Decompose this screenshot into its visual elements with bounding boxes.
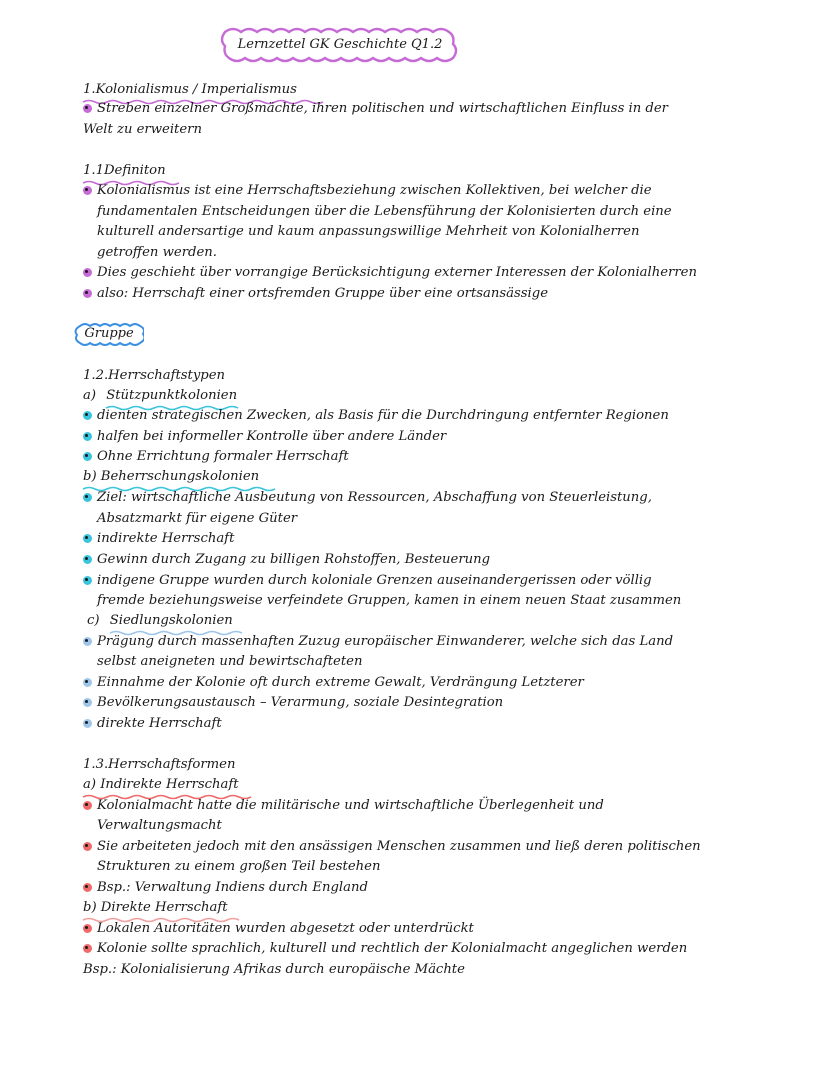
bullet-icon: [83, 576, 92, 585]
bullet-text: also: Herrschaft einer ortsfremden Gruppe über eine ortsansässige: [97, 286, 549, 301]
group-label: Gruppe: [84, 326, 134, 341]
bullet-text-continued: Strukturen zu einem großen Teil bestehen: [97, 859, 381, 874]
bullet-text: direkte Herrschaft: [97, 716, 222, 731]
bullet-icon: [83, 883, 92, 892]
bullet-text: Kolonialismus ist eine Herrschaftsbeziehung zwischen Kollektiven, bei welcher die: [97, 183, 652, 198]
list-item: [83, 488, 652, 508]
list-item: [83, 939, 687, 959]
section-1-3-heading: 1.3.Herrschaftsformen: [83, 757, 236, 772]
bullet-text-continued: fundamentalen Entscheidungen über die Lebensführung der Kolonisierten durch eine: [97, 204, 672, 219]
list-item: [83, 99, 668, 119]
subsection-c-prefix: c): [87, 613, 100, 628]
bullet-icon: [83, 944, 92, 953]
page-title: Lernzettel GK Geschichte Q1.2: [237, 37, 443, 52]
list-item: [83, 693, 503, 713]
bullet-text-continued: kulturell andersartige und kaum anpassungswillige Mehrheit von Kolonialherren: [97, 224, 640, 239]
group-badge: [74, 321, 144, 347]
subsection-a-heading: [83, 386, 237, 406]
bullet-icon: [83, 719, 92, 728]
subsection-a-prefix: a): [83, 388, 97, 403]
bullet-icon: [83, 452, 92, 461]
list-item: [83, 181, 652, 201]
list-item: [83, 878, 368, 898]
list-item: [83, 673, 584, 693]
bullet-text: Ohne Errichtung formaler Herrschaft: [97, 449, 349, 464]
bullet-icon: [83, 555, 92, 564]
bullet-icon: [83, 842, 92, 851]
bullet-icon: [83, 186, 92, 195]
list-item: [83, 796, 604, 816]
subsection-b-title: b) Beherrschungskolonien: [83, 469, 260, 484]
bullet-text: Lokalen Autoritäten wurden abgesetzt oder unterdrückt: [97, 921, 474, 936]
subsection-a-title: Stützpunktkolonien: [106, 388, 238, 403]
bullet-text-continued: Welt zu erweitern: [83, 122, 202, 137]
bullet-text-continued: getroffen werden.: [97, 245, 217, 260]
bullet-text: halfen bei informeller Kontrolle über andere Länder: [97, 429, 447, 444]
bullet-icon: [83, 924, 92, 933]
section-1-heading-text: 1.Kolonialismus / Imperialismus: [83, 82, 297, 97]
bullet-icon: [83, 534, 92, 543]
bullet-text: Ziel: wirtschaftliche Ausbeutung von Ressourcen, Abschaffung von Steuerleistung,: [97, 490, 652, 505]
subsection-c-heading: [87, 611, 233, 631]
page-title-frame: [215, 24, 465, 66]
subsection-indirect-heading: [83, 775, 239, 795]
bullet-icon: [83, 104, 92, 113]
bullet-text: Kolonialmacht hatte die militärische und wirtschaftliche Überlegenheit und: [97, 798, 604, 813]
list-item: [83, 284, 548, 304]
list-item: [83, 632, 673, 652]
bullet-icon: [83, 637, 92, 646]
bullet-icon: [83, 411, 92, 420]
list-item: [83, 427, 446, 447]
list-item: [83, 919, 474, 939]
list-item: [83, 571, 652, 591]
subsection-indirect-title: a) Indirekte Herrschaft: [83, 777, 239, 792]
bullet-text: Streben einzelner Großmächte, ihren politischen und wirtschaftlichen Einfluss in der: [97, 101, 668, 116]
bullet-text: dienten strategischen Zwecken, als Basis für die Durchdringung entfernter Regionen: [97, 408, 669, 423]
list-item: [83, 406, 669, 426]
bullet-text: Bsp.: Verwaltung Indiens durch England: [97, 880, 368, 895]
subsection-direct-heading: [83, 898, 228, 918]
bullet-text: Bevölkerungsaustausch – Verarmung, soziale Desintegration: [97, 695, 504, 710]
list-item: [83, 837, 701, 857]
bullet-text: Kolonie sollte sprachlich, kulturell und rechtlich der Kolonialmacht angeglichen werden: [97, 941, 688, 956]
list-item: [83, 550, 490, 570]
subsection-c-title: Siedlungskolonien: [109, 613, 233, 628]
bullet-icon: [83, 493, 92, 502]
bullet-text-continued: Absatzmarkt für eigene Güter: [97, 511, 298, 526]
section-1-1-heading-text: 1.1Definiton: [83, 163, 166, 178]
bullet-text: Dies geschieht über vorrangige Berücksichtigung externer Interessen der Kolonialherren: [97, 265, 697, 280]
list-item: [83, 529, 234, 549]
bullet-icon: [83, 289, 92, 298]
bullet-icon: [83, 678, 92, 687]
bullet-icon: [83, 432, 92, 441]
bullet-text: indirekte Herrschaft: [97, 531, 235, 546]
subsection-direct-title: b) Direkte Herrschaft: [83, 900, 228, 915]
bullet-icon: [83, 268, 92, 277]
bullet-text-continued: Verwaltungsmacht: [97, 818, 222, 833]
bullet-icon: [83, 801, 92, 810]
bullet-icon: [83, 698, 92, 707]
bullet-text: indigene Gruppe wurden durch koloniale Grenzen auseinandergerissen oder völlig: [97, 573, 652, 588]
bullet-text: Einnahme der Kolonie oft durch extreme Gewalt, Verdrängung Letzterer: [97, 675, 584, 690]
bullet-text-continued: selbst aneigneten und bewirtschafteten: [97, 654, 363, 669]
bullet-text-continued: fremde beziehungsweise verfeindete Gruppen, kamen in einem neuen Staat zusammen: [97, 593, 682, 608]
list-item: [83, 447, 349, 467]
section-1-2-heading: 1.2.Herrschaftstypen: [83, 368, 226, 383]
section-1-heading: [83, 80, 297, 100]
bullet-text: Sie arbeiteten jedoch mit den ansässigen Menschen zusammen und ließ deren politischen: [97, 839, 701, 854]
bullet-text: Gewinn durch Zugang zu billigen Rohstoffen, Besteuerung: [97, 552, 491, 567]
list-item: [83, 263, 697, 283]
subsection-b-heading: [83, 467, 259, 487]
example-text: Bsp.: Kolonialisierung Afrikas durch europäische Mächte: [83, 962, 465, 977]
list-item: [83, 714, 222, 734]
section-1-1-heading: [83, 161, 166, 181]
bullet-text: Prägung durch massenhaften Zuzug europäischer Einwanderer, welche sich das Land: [97, 634, 674, 649]
